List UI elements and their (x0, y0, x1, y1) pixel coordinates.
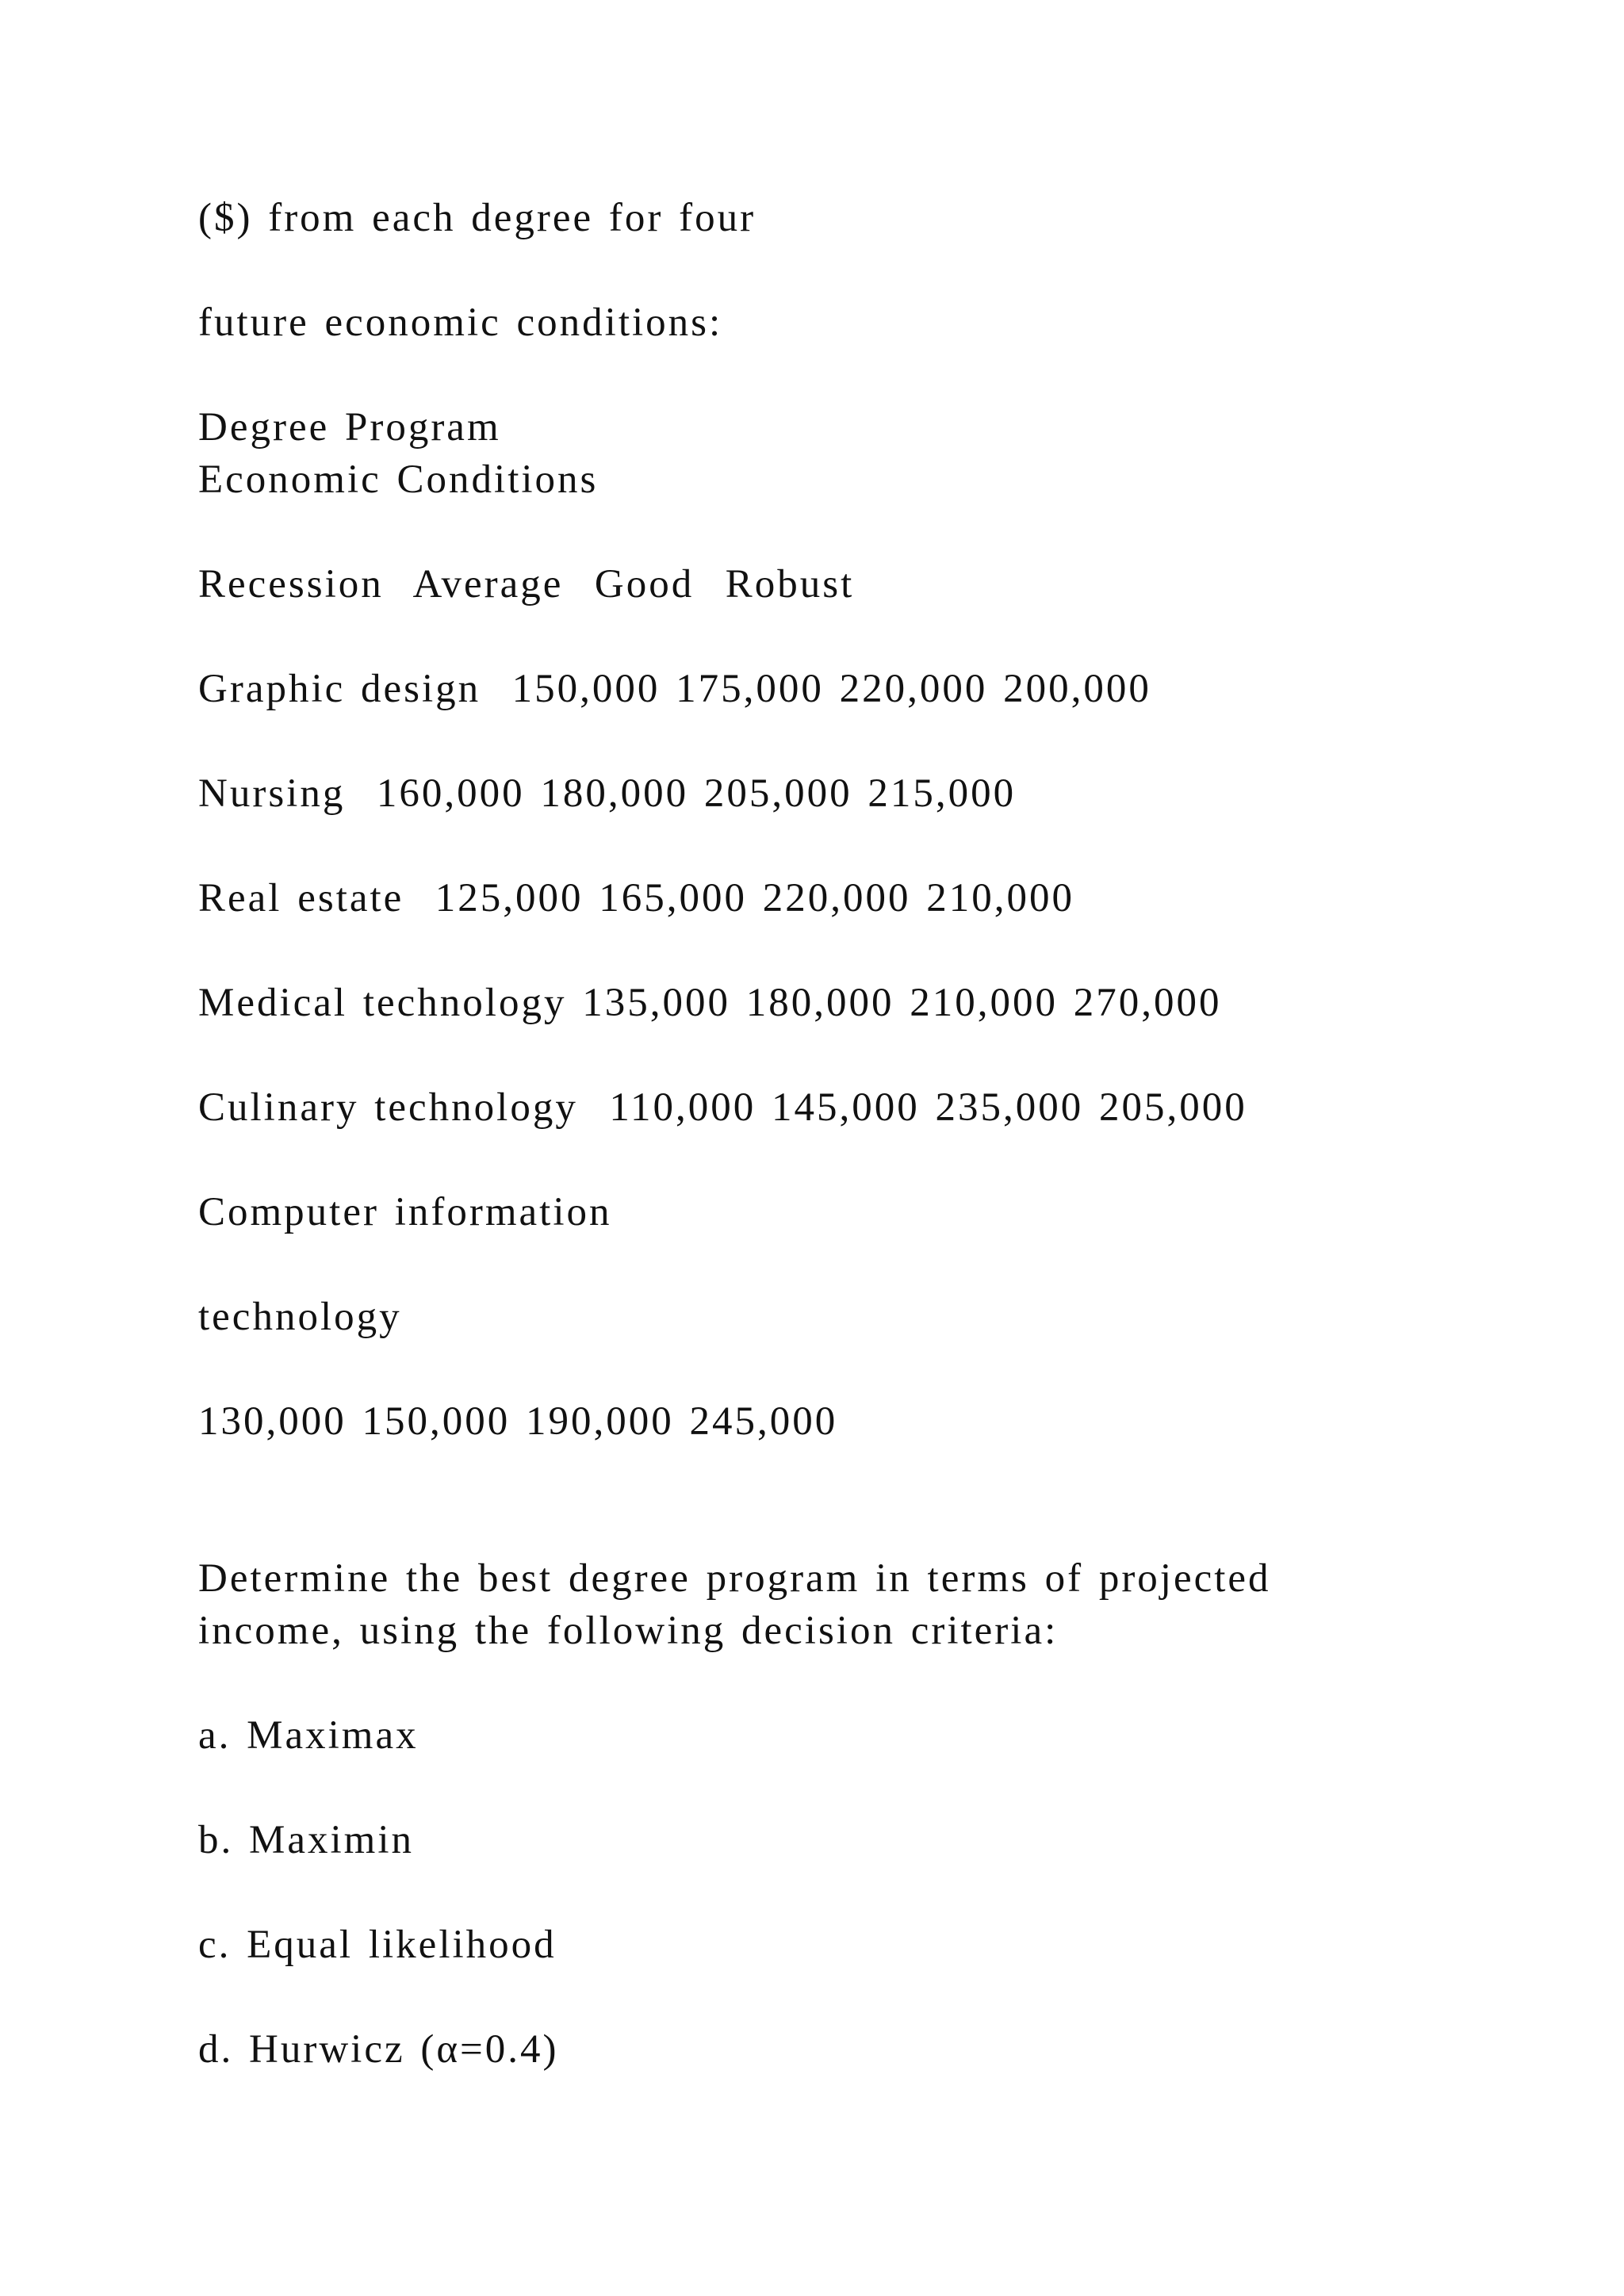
question-text-line-2: income, using the following decision criteria: (198, 1609, 1059, 1653)
table-row-computer-label-line-1: Computer information (198, 1190, 612, 1234)
table-column-group-header: Economic Conditions (198, 457, 599, 502)
table-row-medical-technology: Medical technology 135,000 180,000 210,000 270,000 (198, 981, 1222, 1025)
intro-text-line-2: future economic conditions: (198, 300, 723, 345)
question-text-line-1: Determine the best degree program in terms of projected (198, 1556, 1271, 1601)
intro-text-line-1: ($) from each degree for four (198, 196, 756, 240)
criterion-hurwicz: d. Hurwicz (α=0.4) (198, 2027, 559, 2072)
criterion-maximin: b. Maximin (198, 1818, 414, 1862)
table-row-graphic-design: Graphic design 150,000 175,000 220,000 200,000 (198, 667, 1151, 711)
criterion-equal-likelihood: c. Equal likelihood (198, 1923, 557, 1967)
table-row-culinary-technology: Culinary technology 110,000 145,000 235,000 205,000 (198, 1085, 1247, 1130)
table-row-computer-label-line-2: technology (198, 1295, 402, 1339)
table-row-real-estate: Real estate 125,000 165,000 220,000 210,000 (198, 876, 1075, 920)
table-row-header: Degree Program (198, 405, 501, 450)
table-column-headers: Recession Average Good Robust (198, 562, 855, 607)
table-row-nursing: Nursing 160,000 180,000 205,000 215,000 (198, 771, 1017, 816)
table-row-computer-values: 130,000 150,000 190,000 245,000 (198, 1399, 838, 1444)
criterion-maximax: a. Maximax (198, 1713, 419, 1758)
